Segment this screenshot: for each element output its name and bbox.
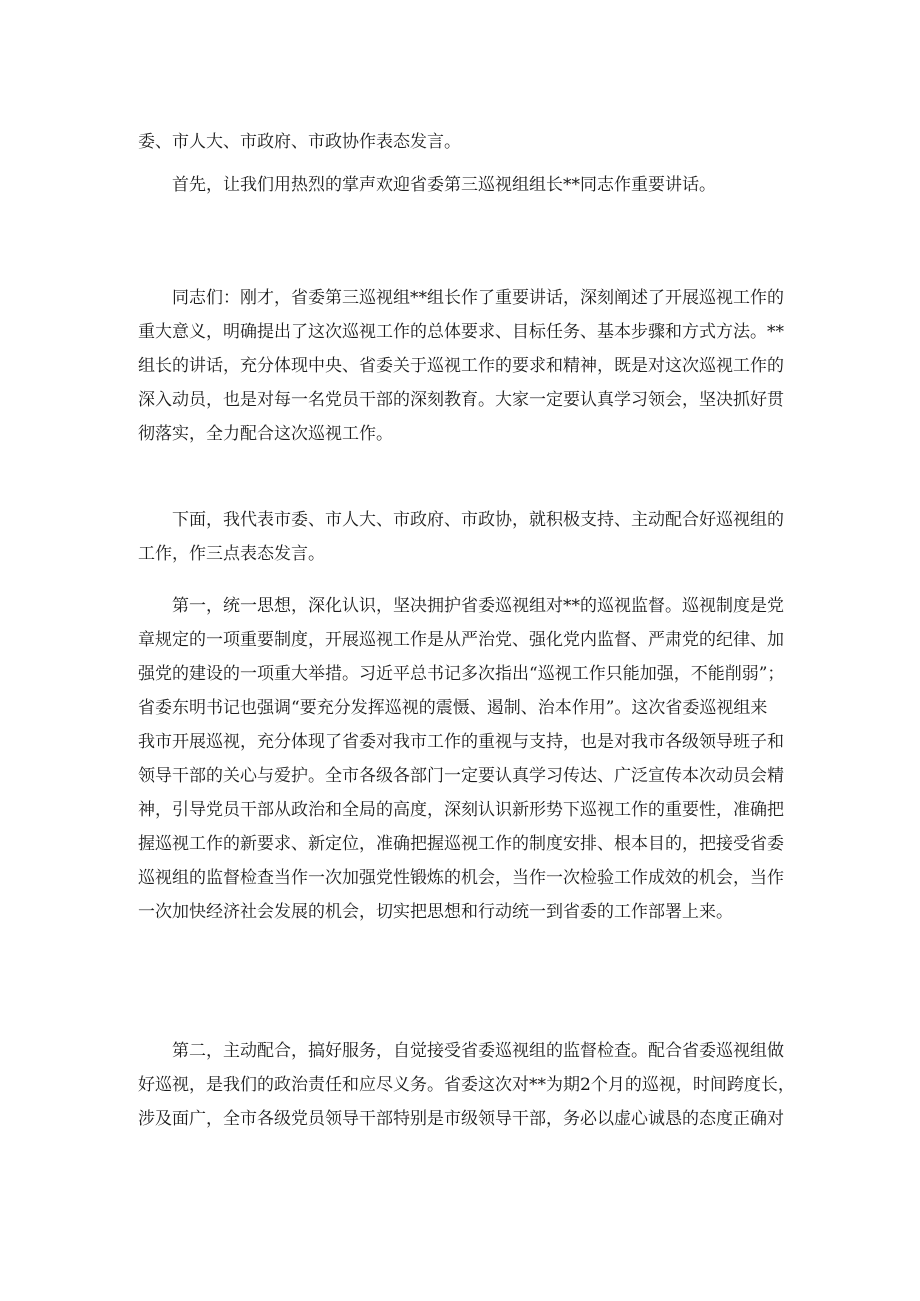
paragraph-opening-fragment	[138, 125, 800, 159]
text-line: 首先，让我们用热烈的掌声欢迎省委第三巡视组组长**同志作重要讲话。	[172, 175, 716, 195]
text-line: 彻落实，全力配合这次巡视工作。	[138, 424, 393, 444]
text-line: 重大意义，明确提出了这次巡视工作的总体要求、目标任务、基本步骤和方式方法。**	[138, 322, 784, 342]
text-line: 神，引导党员干部从政治和全局的高度，深刻认识新形势下巡视工作的重要性，准确把	[138, 800, 784, 820]
text-line: 组长的讲话，充分体现中央、省委关于巡视工作的要求和精神，既是对这次巡视工作的	[138, 356, 784, 376]
text-line: 深入动员，也是对每一名党员干部的深刻教育。大家一定要认真学习领会，坚决抓好贯	[138, 390, 784, 410]
text-line: 我市开展巡视，充分体现了省委对我市工作的重视与支持，也是对我市各级领导班子和	[138, 732, 784, 752]
paragraph-comrades	[138, 281, 800, 451]
text-line: 章规定的一项重要制度，开展巡视工作是从严治党、强化党内监督、严肃党的纪律、加	[138, 630, 784, 650]
text-line: 下面，我代表市委、市人大、市政府、市政协，就积极支持、主动配合好巡视组的	[172, 510, 784, 530]
text-line: 省委东明书记也强调“要充分发挥巡视的震慑、遏制、治本作用”。这次省委巡视组来	[138, 698, 768, 718]
text-line: 第二，主动配合，搞好服务，自觉接受省委巡视组的监督检查。配合省委巡视组做	[172, 1041, 784, 1061]
text-line: 巡视组的监督检查当作一次加强党性锻炼的机会，当作一次检验工作成效的机会，当作	[138, 868, 784, 888]
paragraph-first-point	[138, 589, 800, 929]
text-line: 好巡视，是我们的政治责任和应尽义务。省委这次对**为期2个月的巡视，时间跨度长，	[138, 1075, 795, 1095]
text-line: 握巡视工作的新要求、新定位，准确把握巡视工作的制度安排、根本目的，把接受省委	[138, 834, 784, 854]
text-line: 同志们：刚才，省委第三巡视组**组长作了重要讲话，深刻阐述了开展巡视工作的	[172, 288, 784, 308]
text-line: 领导干部的关心与爱护。全市各级各部门一定要认真学习传达、广泛宣传本次动员会精	[138, 766, 784, 786]
paragraph-below	[138, 503, 800, 571]
paragraph-welcome	[138, 168, 800, 202]
text-line: 一次加快经济社会发展的机会，切实把思想和行动统一到省委的工作部署上来。	[138, 902, 733, 922]
text-line: 委、市人大、市政府、市政协作表态发言。	[138, 132, 461, 152]
text-line: 工作，作三点表态发言。	[138, 544, 325, 564]
text-line: 涉及面广，全市各级党员领导干部特别是市级领导干部，务必以虚心诚恳的态度正确对	[138, 1109, 784, 1129]
paragraph-second-point	[138, 1034, 800, 1136]
text-line: 第一，统一思想，深化认识，坚决拥护省委巡视组对**的巡视监督。巡视制度是党	[172, 596, 784, 616]
text-line: 强党的建设的一项重大举措。习近平总书记多次指出“巡视工作只能加强，不能削弱”；	[138, 664, 785, 684]
